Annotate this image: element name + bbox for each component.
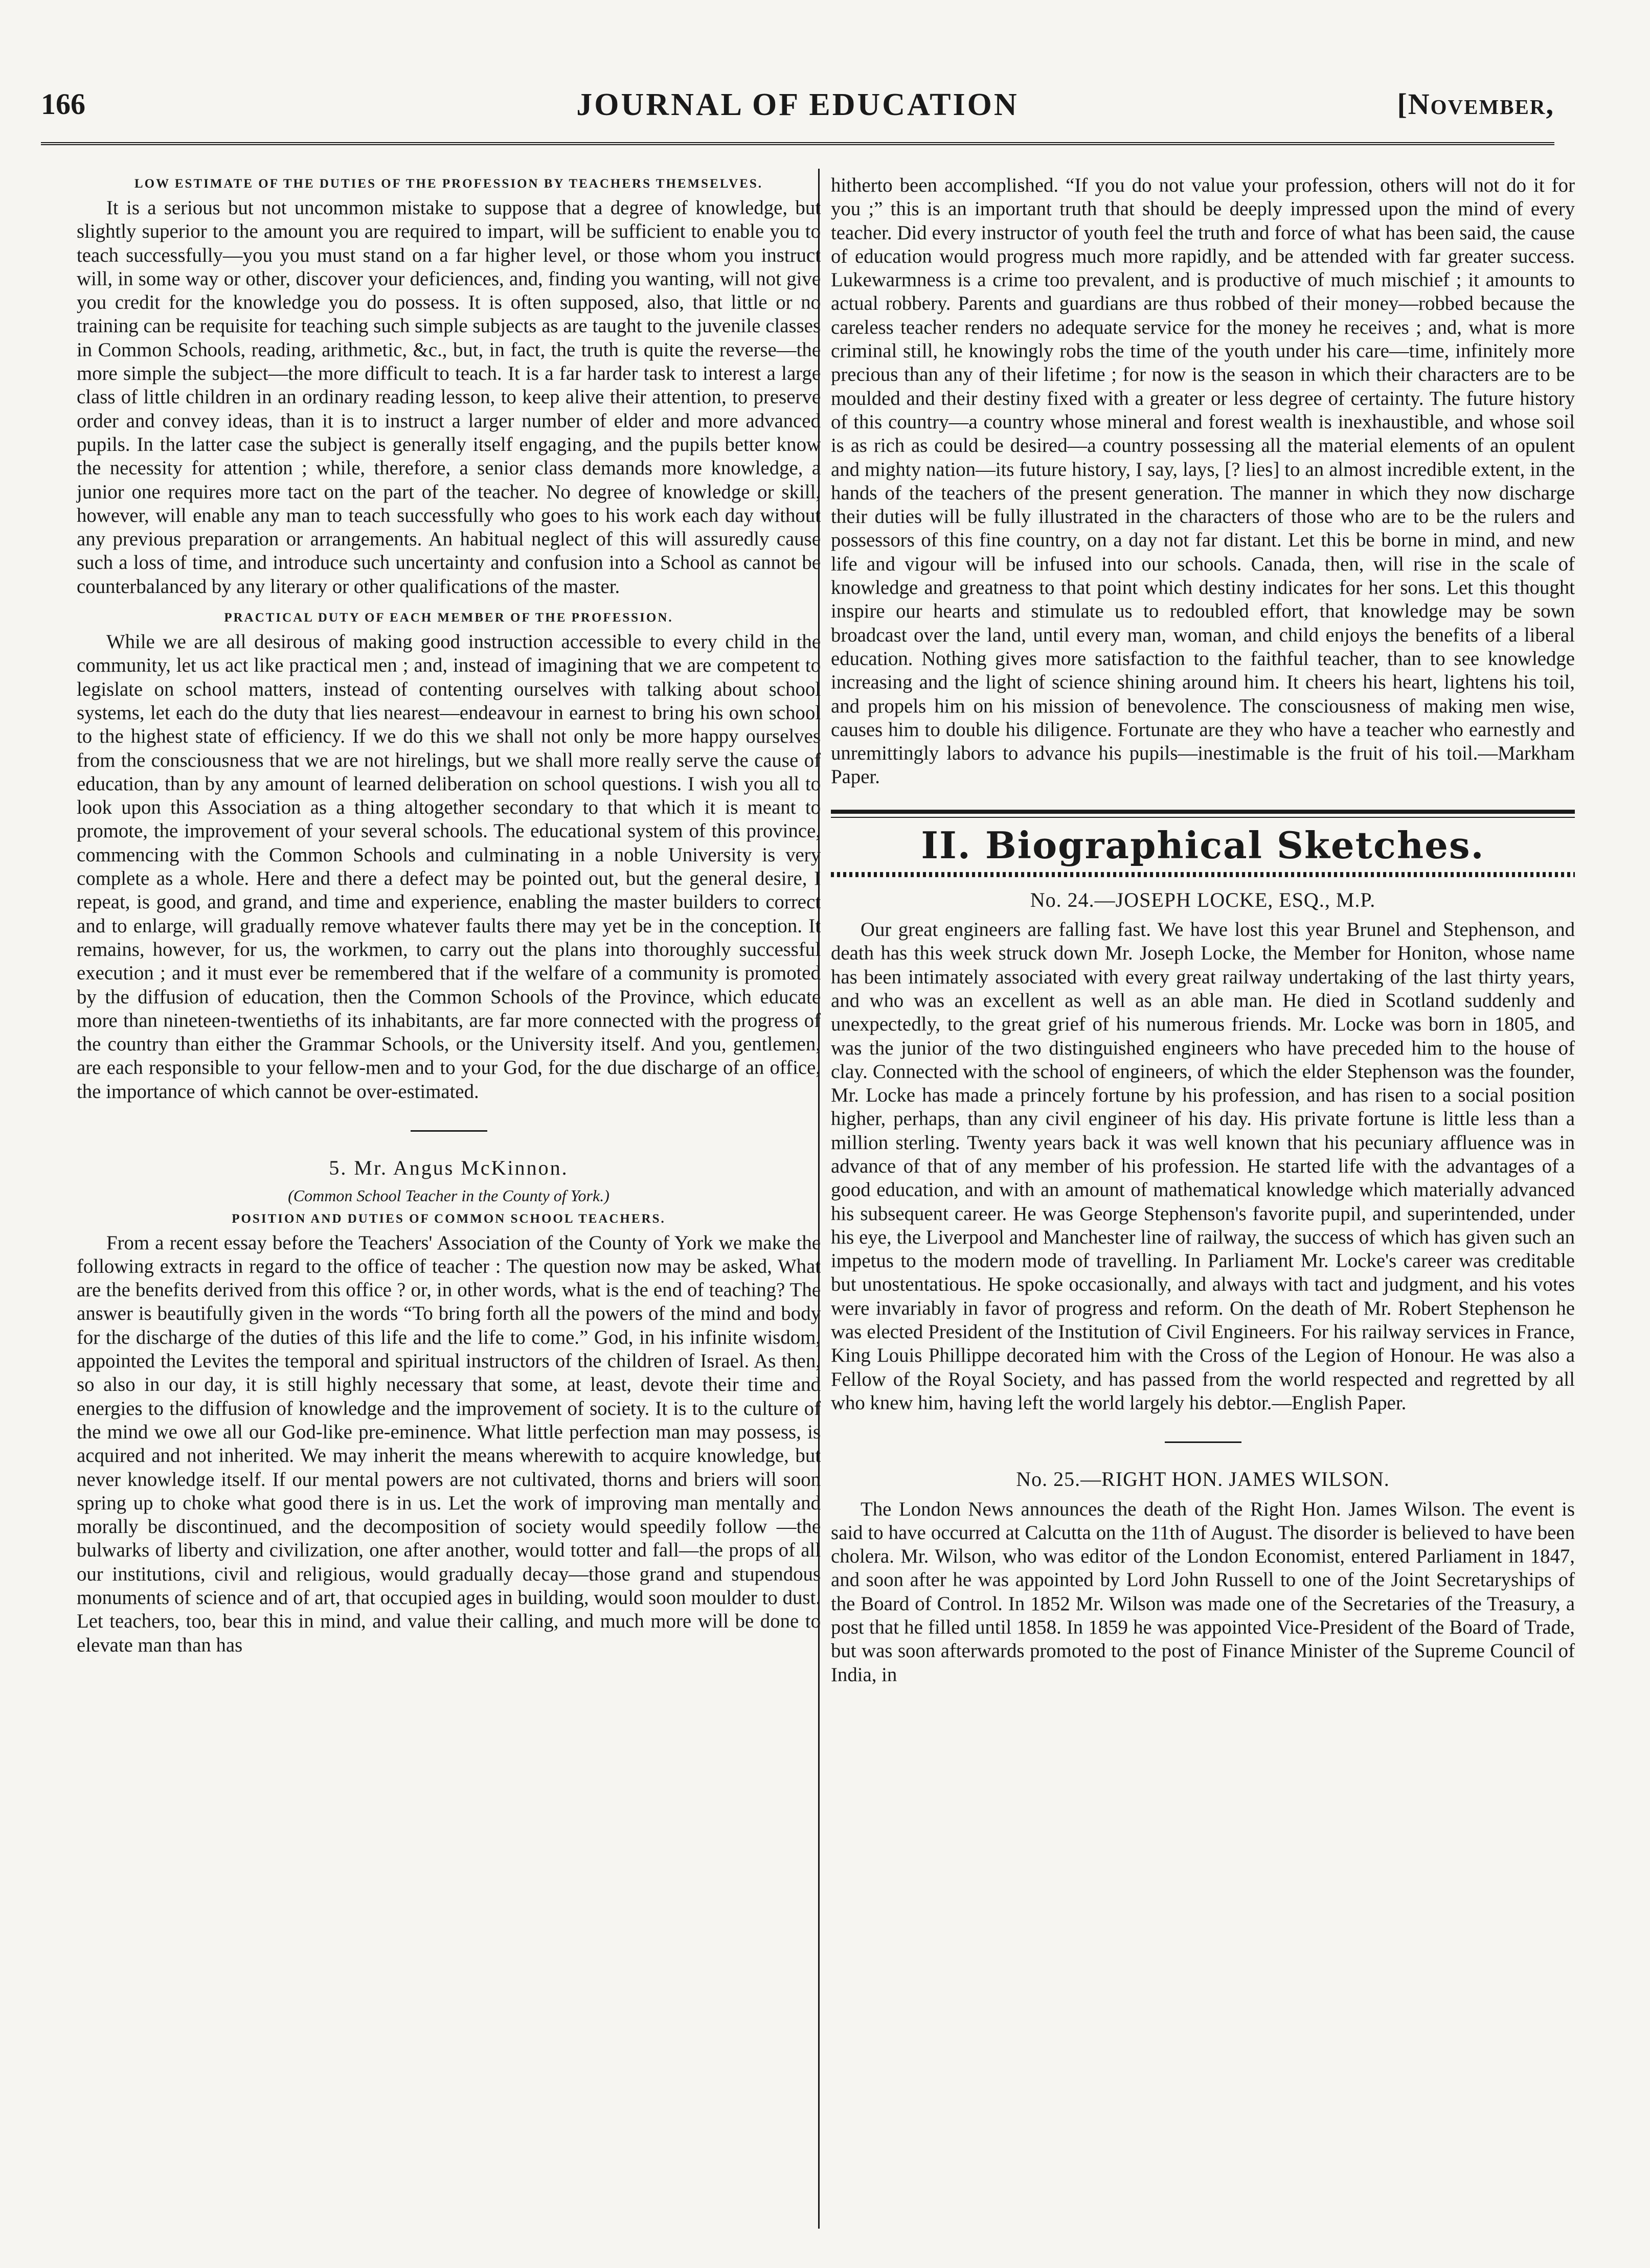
section-subheading-low-estimate: LOW ESTIMATE OF THE DUTIES OF THE PROFESSION BY TEACHERS THEMSELVES.	[134, 177, 763, 191]
page-number: 166	[41, 87, 85, 121]
section-rule-wavy	[831, 872, 1575, 877]
section-rule-thin	[831, 817, 1575, 818]
left-column	[77, 174, 821, 2217]
right-column	[831, 174, 1575, 2217]
article-separator-rule	[411, 1130, 487, 1132]
journal-title: JOURNAL OF EDUCATION	[576, 87, 1019, 122]
section-subheading-practical-duty: PRACTICAL DUTY OF EACH MEMBER OF THE PROFESSION.	[224, 611, 673, 625]
paragraph-locke: Our great engineers are falling fast. We have lost this year Brunel and Stephenson, and death has this week struck down Mr. Joseph Locke, the Member for Honiton, whose name has been intimately associated with every great railway undertaking of the last thirty years, and who was an excellent as well as an able man. He died in Scotland suddenly and unexpectedly, to the great grief of his numerous friends. Mr. Locke was born in 1805, and was the junior of the two distinguished engineers who have preceded him to the house of clay. Connected with the school of engineers, of which the elder Stephenson was the founder, Mr. Locke has made a princely fortune by his profession, and has risen to a social position higher, perhaps, than any civil engineer of his day. His private fortune is little less than a million sterling. Twenty years back it was well known that his pecuniary affluence was in advance of that of any member of his profession. He started life with the advantages of a good education, and with an amount of mathematical knowledge which materially advanced his subsequent career. He was George Stephenson's favorite pupil, and superintended, under his eye, the Liverpool and Manchester line of railway, the success of which has given such an impetus to the modern mode of travelling. In Parliament Mr. Locke's career was creditable but unostentatious. He spoke occasionally, and always with tact and judgment, and his votes were invariably in favor of progress and reform. On the death of Mr. Robert Stephenson he was elected President of the Institution of Civil Engineers. For his railway services in France, King Louis Phillippe decorated him with the Cross of the Legion of Honour. He was also a Fellow of the Royal Society, and has passed from the world respected and regretted by all who knew him, having left the world largely his debtor.—English Paper.	[831, 919, 1575, 1414]
sketch-heading-locke: No. 24.—JOSEPH LOCKE, ESQ., M.P.	[1030, 888, 1376, 911]
section-rule-top	[831, 810, 1575, 814]
biographical-sketches-section	[831, 810, 1575, 877]
article-heading-mckinnon: 5. Mr. Angus McKinnon.	[329, 1156, 569, 1179]
paragraph-continued: hitherto been accomplished. “If you do not value your profession, others will not do it for you ;” this is an important truth that should be deeply impressed upon the mind of every teacher. Did every instructor of youth feel the truth and force of what has been said, the cause of education would progress much more rapidly, and be attended with far greater success. Lukewarmness is a crime too prevalent, and is productive of much mischief ; it amounts to actual robbery. Parents and guardians are thus robbed of their money—robbed because the careless teacher renders no adequate service for the money he receives ; and, what is more criminal still, he knowingly robs the time of the youth under his care—time, infinitely more precious than any of their lifetime ; for now is the season in which their characters are to be moulded and their destiny fixed with a greater or less degree of certainty. The future history of this country—a country whose mineral and forest wealth is inexhaustible, and whose soil is as rich as could be desired—a country possessing all the material elements of an opulent and mighty nation—its future history, I say, lays, [? lies] to an almost incredible extent, in the hands of the teachers of the present generation. The manner in which they now discharge their duties will be fully illustrated in the characters of those who are to be the rulers and possessors of this fine country, on a day not far distant. Let this be borne in mind, and new life and vigour will be infused into our schools. Canada, then, will rise in the scale of knowledge and greatness to that point which destiny indicates for her sons. Let this thought inspire our hearts and stimulate us to redoubled effort, that knowledge may be sown broadcast over the land, until every man, woman, and child enjoys the benefits of a liberal education. Nothing gives more satisfaction to the faithful teacher, than to see knowledge increasing and the light of science shining around him. It cheers his heart, lightens his toil, and propels him on his mission of benevolence. The consciousness of making men wise, causes him to double his diligence. Fortunate are they who have a teacher who earnestly and unremittingly labors to advance his pupils—inestimable is the fruit of his toil.—Markham Paper.	[831, 174, 1575, 788]
paragraph-practical-duty: While we are all desirous of making good instruction accessible to every child in the community, let us act like practical men ; and, instead of imagining that we are competent to legislate on school matters, instead of contenting ourselves with talking about school systems, let each do the duty that lies nearest—endeavour in earnest to bring his own school to the highest state of efficiency. If we do this we shall not only be more happy ourselves from the consciousness that we are not hirelings, but we shall more really serve the cause of education, than by any amount of learned deliberation on school questions. I wish you all to look upon this Association as a thing altogether secondary to that which it is meant to promote, the improvement of your several schools. The educational system of this province, commencing with the Common Schools and culminating in a noble University is very complete as a whole. Here and there a defect may be pointed out, but the general desire, I repeat, is good, and grand, and time and experience, enabling the master builders to correct and to enlarge, will gradually remove whatever faults there may yet be in the conception. It remains, however, for us, the workmen, to carry out the plans into thoroughly successful execution ; and it must ever be remembered that if the welfare of a community is promoted by the diffusion of education, then the Common Schools of the Province, which educate more than nineteen-twentieths of its inhabitants, are far more connected with the progress of the country than either the Grammar Schools, or the University itself. And you, gentlemen, are each responsible to your fellow-men and to your God, for the due discharge of an office, the importance of which cannot be over-estimated.	[77, 631, 821, 1103]
running-head	[41, 87, 1554, 123]
paragraph-mckinnon: From a recent essay before the Teachers' Association of the County of York we make the following extracts in regard to the office of teacher : The question now may be asked, What are the benefits derived from this office ? or, in other words, what is the end of teaching? The answer is beautifully given in the words “To bring forth all the powers of the mind and body for the discharge of the duties of this life and the life to come.” God, in his infinite wisdom, appointed the Levites the temporal and spiritual instructors of the children of Israel. As then, so also in our day, it is still highly necessary that some, at least, devote their time and energies to the diffusion of knowledge and the improvement of society. It is to the culture of the mind we owe all our God-like pre-eminence. What little perfection man may possess, is acquired and not inherited. We may inherit the means wherewith to acquire knowledge, but never knowledge itself. If our mental powers are not cultivated, thorns and briers will soon spring up to choke what good there is in us. Let the work of improving man mentally and morally be discontinued, and the decomposition of society would speedily follow —the bulwarks of liberty and civilization, one after another, would totter and fall—the props of all our institutions, civil and religious, would gradually decay—those grand and stupendous monuments of science and of art, that occupied ages in building, would soon moulder to dust. Let teachers, too, bear this in mind, and value their calling, and much more will be done to elevate man than has	[77, 1231, 821, 1656]
sketch-separator-rule	[1165, 1441, 1241, 1443]
article-subtitle-mckinnon: (Common School Teacher in the County of York.)	[288, 1186, 609, 1205]
header-rule	[41, 142, 1554, 145]
section-subheading-position-duties: POSITION AND DUTIES OF COMMON SCHOOL TEACHERS.	[232, 1211, 666, 1226]
paragraph-low-estimate: It is a serious but not uncommon mistake to suppose that a degree of knowledge, but slightly superior to the amount you are required to impart, will be sufficient to enable you to teach successfully—you you must stand on a far higher level, or those whom you instruct will, in some way or other, discover your deficiences, and, finding you wanting, will not give you credit for the knowledge you do possess. It is often supposed, also, that little or no training can be requisite for teaching such simple subjects as are taught to the juvenile classes in Common Schools, reading, arithmetic, &c., but, in fact, the truth is quite the reverse—the more simple the subject—the more difficult to teach. It is a far harder task to interest a large class of little children in an ordinary reading lesson, to keep alive their attention, to preserve order and convey ideas, than it is to instruct a larger number of elder and more advanced pupils. In the latter case the subject is generally itself engaging, and the pupils better know the necessity for attention ; while, therefore, a senior class demands more knowledge, a junior one requires more tact on the part of the teacher. No degree of knowledge or skill, however, will enable any man to teach successfully who goes to his work each day without any previous preparation or arrangements. An habitual neglect of this will assuredly cause such a loss of time, and introduce such uncertainty and confusion into a School as cannot be counterbalanced by any literary or other qualifications of the master.	[77, 197, 821, 598]
issue-month: [November,	[1397, 87, 1554, 121]
section-heading-biographical-sketches: II. Biographical Sketches.	[921, 823, 1485, 867]
sketch-heading-wilson: No. 25.—RIGHT HON. JAMES WILSON.	[1016, 1468, 1390, 1491]
paragraph-wilson: The London News announces the death of the Right Hon. James Wilson. The event is said to have occurred at Calcutta on the 11th of August. The disorder is believed to have been cholera. Mr. Wilson, who was editor of the London Economist, entered Parliament in 1847, and soon after he was appointed by Lord John Russell to one of the Joint Secretaryships of the Board of Control. In 1852 Mr. Wilson was made one of the Secretaries of the Treasury, a post that he filled until 1858. In 1859 he was appointed Vice-President of the Board of Trade, but was soon afterwards promoted to the post of Finance Minister of the Supreme Council of India, in	[831, 1498, 1575, 1686]
